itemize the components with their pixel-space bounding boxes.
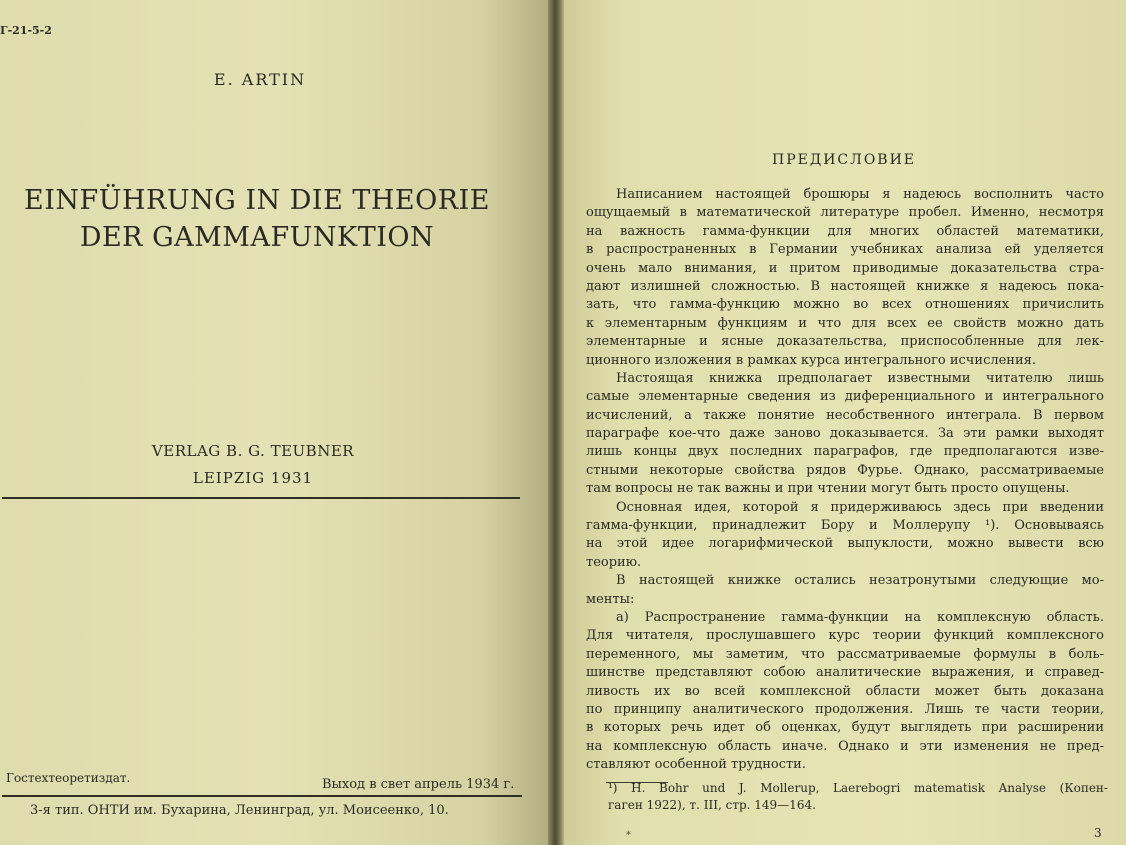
text-line: Основная идея, которой я придерживаюсь здесь при введении: [616, 499, 1104, 515]
text-line: исчислений, а также понятие несобственного интеграла. В первом: [586, 407, 1104, 423]
text-line: гамма-функции, принадлежит Бору и Моллерупу ¹). Основываясь: [586, 518, 1104, 534]
preface-heading: ПРЕДИСЛОВИЕ: [771, 152, 917, 168]
text-line: в которых речь идет об оценках, будут выглядеть при расширении: [586, 720, 1104, 736]
left-page: [0, 0, 548, 845]
text-line: ¹) H. Bohr und J. Mollerup, Laerebogri matematisk Analyse (Копен-: [608, 781, 1108, 795]
text-line: стными некоторые свойства рядов Фурье. Однако, рассматриваемые: [586, 462, 1104, 478]
text-line: Для читателя, прослушавшего курс теории функций комплексного: [586, 628, 1104, 644]
author-name: E. ARTIN: [213, 70, 307, 89]
place-and-year: LEIPZIG 1931: [192, 469, 314, 487]
publisher: VERLAG B. G. TEUBNER: [151, 442, 355, 460]
text-line: гаген 1922), т. III, стр. 149—164.: [608, 798, 816, 812]
printer-line: 3-я тип. ОНТИ им. Бухарина, Ленинград, ул. Моисеенко, 10.: [30, 803, 449, 818]
right-page: [564, 0, 1126, 845]
text-line: дают излишней сложностью. В настоящей книжке я надеюсь пока-: [586, 278, 1104, 294]
page-number: 3: [1094, 826, 1102, 840]
text-line: ционного изложения в рамках курса интегрального исчисления.: [586, 352, 1036, 368]
text-line: В настоящей книжке остались незатронутыми следующие мо-: [616, 573, 1104, 589]
text-line: по принципу аналитического продолжения. Лишь те части теории,: [586, 701, 1104, 717]
text-line: менты:: [586, 591, 635, 607]
text-line: теорию.: [586, 554, 642, 570]
text-line: переменного, мы заметим, что рассматриваемые формулы в боль-: [586, 646, 1104, 662]
book-gutter: [548, 0, 564, 845]
text-line: ощущаемый в математической литературе пробел. Именно, несмотря: [586, 205, 1104, 221]
horizontal-rule: [2, 497, 520, 499]
text-line: самые элементарные сведения из диференциального и интегрального: [586, 389, 1104, 405]
horizontal-rule-bottom: [2, 795, 522, 797]
text-line: Написанием настоящей брошюры я надеюсь восполнить часто: [616, 187, 1104, 202]
text-line: очень мало внимания, и притом приводимые доказательства стра-: [586, 260, 1104, 276]
text-line: Настоящая книжка предполагает известными читателю лишь: [616, 370, 1104, 386]
footnote: [608, 780, 1108, 814]
text-line: шинстве представляют собою аналитические выражения, и справед-: [586, 665, 1104, 681]
text-line: на комплексную область иначе. Однако и эти изменения не пред-: [586, 738, 1104, 754]
text-line: зать, что гамма-функцию можно во всех отношениях причислить: [586, 297, 1104, 313]
text-line: элементарные и ясные доказательства, приспособленные для лек-: [586, 334, 1104, 350]
catalog-code: Г-21-5-2: [0, 24, 52, 37]
page-mark: *: [626, 830, 631, 841]
text-line: ставляют особенной трудности.: [586, 757, 806, 773]
text-line: в распространенных в Германии учебниках анализа ей уделяется: [586, 242, 1104, 258]
text-line: к элементарным функциям и что для всех ее свойств можно дать: [586, 315, 1104, 331]
imprint-release-date: Выход в свет апрель 1934 г.: [322, 777, 515, 792]
text-line: на важность гамма-функции для многих областей математики,: [586, 223, 1104, 239]
text-line: ливость их во всей комплексной области может быть доказана: [586, 683, 1104, 699]
book-title-line-2: DER GAMMAFUNKTION: [79, 222, 435, 253]
imprint-publisher: Гостехтеоретиздат.: [6, 771, 131, 785]
text-line: параграфе кое-что даже заново доказывается. За эти рамки выходят: [586, 426, 1104, 442]
text-line: там вопросы не так важны и при чтении могут быть просто опущены.: [586, 481, 1070, 497]
preface-body: [586, 186, 1104, 775]
text-line: лишь концы двух последних параграфов, где предполагаются изве-: [586, 444, 1104, 460]
text-line: на этой идее логарифмической выпуклости, можно вывести всю: [586, 536, 1104, 552]
book-title-line-1: EINFÜHRUNG IN DIE THEORIE: [24, 185, 490, 216]
text-line: а) Распространение гамма-функции на комплексную область.: [616, 609, 1104, 625]
